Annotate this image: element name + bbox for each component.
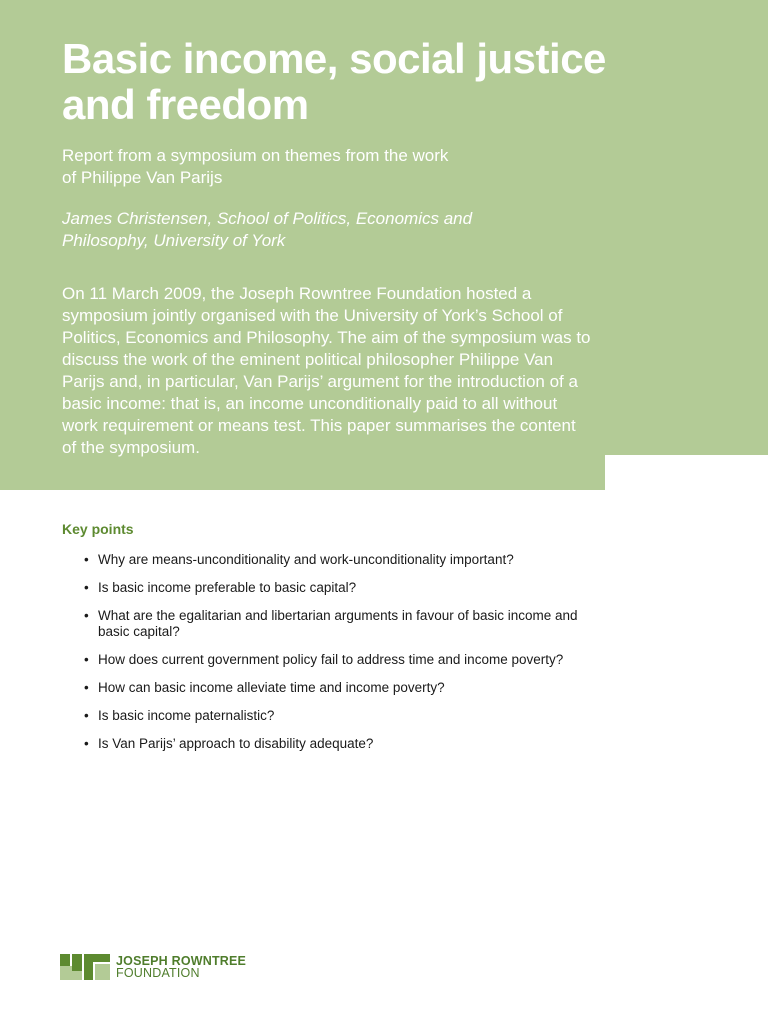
logo-line-2: FOUNDATION: [116, 966, 200, 980]
document-subtitle: Report from a symposium on themes from the work of Philippe Van Parijs: [62, 146, 449, 187]
key-point-item: [84, 580, 594, 596]
jrf-logo-icon: [60, 954, 110, 980]
bullet-icon: •: [84, 608, 89, 623]
summary-paragraph: On 11 March 2009, the Joseph Rowntree Foundation hosted a symposium jointly organised with the University of York’s School of Politics, Economics and Philosophy. The aim of the symposium was to discuss the work of the eminent political philosopher Philippe Van Parijs and, in particular, Van Parijs’ argument for the introduction of a basic income: that is, an income unconditionally paid to all without work requirement or means test. This paper summarises the content of the symposium.: [62, 284, 591, 457]
key-point-text: Is basic income preferable to basic capital?: [98, 580, 357, 595]
logo-wordmark: [116, 955, 246, 979]
key-point-text: How does current government policy fail to address time and income poverty?: [98, 652, 564, 667]
bullet-icon: •: [84, 580, 89, 595]
header-notch: [605, 455, 768, 495]
key-point-item: [84, 608, 594, 640]
author-line: James Christensen, School of Politics, Economics and Philosophy, University of York: [62, 209, 473, 250]
key-point-item: [84, 708, 594, 724]
bullet-icon: •: [84, 680, 89, 695]
key-point-text: Why are means-unconditionality and work-unconditionality important?: [98, 552, 514, 567]
foundation-logo: [60, 953, 246, 981]
key-point-item: [84, 652, 594, 668]
key-point-item: [84, 680, 594, 696]
bullet-icon: •: [84, 736, 89, 751]
key-point-item: [84, 736, 594, 752]
key-point-text: What are the egalitarian and libertarian arguments in favour of basic income and basic capital?: [98, 608, 578, 639]
key-point-item: [84, 552, 594, 568]
bullet-icon: •: [84, 708, 89, 723]
bullet-icon: •: [84, 652, 89, 667]
key-point-text: How can basic income alleviate time and income poverty?: [98, 680, 445, 695]
key-points-list: [84, 552, 594, 764]
document-title: Basic income, social justice and freedom: [62, 35, 606, 128]
logo-line-1: JOSEPH ROWNTREE: [116, 954, 247, 968]
key-points-heading: Key points: [62, 521, 134, 537]
key-point-text: Is basic income paternalistic?: [98, 708, 275, 723]
bullet-icon: •: [84, 552, 89, 567]
key-point-text: Is Van Parijs’ approach to disability adequate?: [98, 736, 374, 751]
